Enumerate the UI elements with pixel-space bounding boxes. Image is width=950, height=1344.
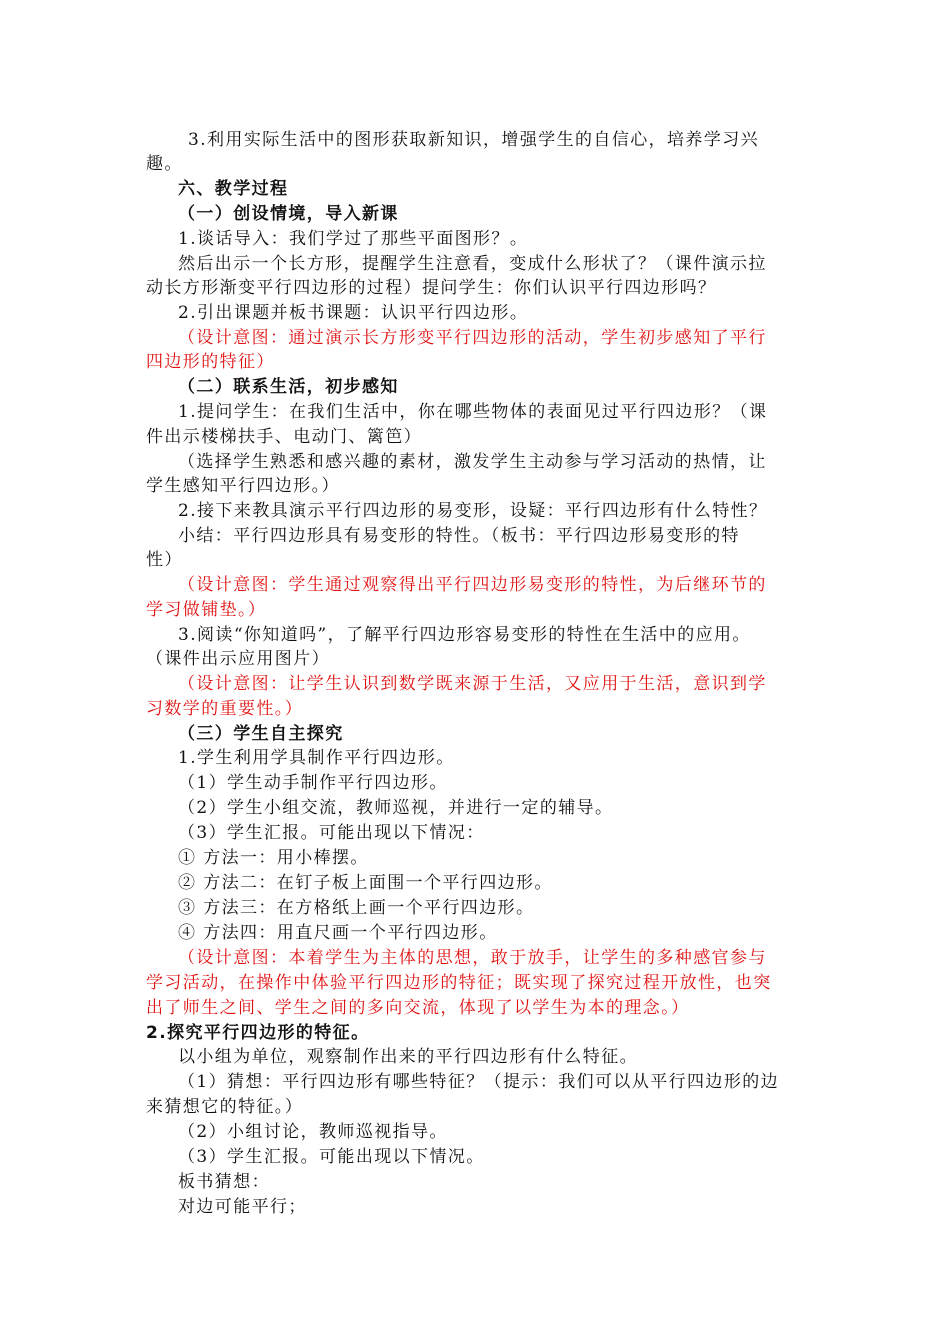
design-intent-note: （设计意图：本着学生为主体的思想，敢于放手，让学生的多种感官参与 [178, 948, 767, 968]
list-item: ③ 方法三：在方格纸上画一个平行四边形。 [178, 898, 535, 918]
design-intent-note: 学习做铺垫。） [146, 600, 267, 620]
paragraph: 1.谈话导入：我们学过了那些平面图形？。 [178, 229, 529, 249]
section-heading-teaching-process: 六、教学过程 [178, 179, 289, 199]
paragraph: 动长方形渐变平行四边形的过程）提问学生：你们认识平行四边形吗？ [146, 278, 717, 298]
paragraph: 3.阅读“你知道吗”，了解平行四边形容易变形的特性在生活中的应用。 [178, 625, 751, 645]
subheading-explore-features: 2.探究平行四边形的特征。 [146, 1023, 370, 1043]
design-intent-note: 学习活动，在操作中体验平行四边形的特征；既实现了探究过程开放性，也突 [146, 973, 772, 993]
paragraph: 2.引出课题并板书课题：认识平行四边形。 [178, 303, 529, 323]
design-intent-note: 四边形的特征） [146, 352, 275, 372]
subheading-3: （三）学生自主探究 [178, 724, 344, 744]
paragraph: 小结：平行四边形具有易变形的特性。（板书：平行四边形易变形的特 [178, 526, 740, 546]
list-item: ② 方法二：在钉子板上面围一个平行四边形。 [178, 873, 553, 893]
paragraph: 性） [146, 550, 183, 570]
list-item: （3）学生汇报。可能出现以下情况。 [178, 1147, 485, 1167]
subheading-1: （一）创设情境，导入新课 [178, 204, 399, 224]
list-item: ④ 方法四：用直尺画一个平行四边形。 [178, 923, 498, 943]
list-item: （3）学生汇报。可能出现以下情况： [178, 823, 485, 843]
paragraph-goal-3: 3.利用实际生活中的图形获取新知识，增强学生的自信心，培养学习兴 [188, 130, 760, 150]
paragraph: 然后出示一个长方形，提醒学生注意看，变成什么形状了？（课件演示拉 [178, 254, 767, 274]
paragraph: 件出示楼梯扶手、电动门、篱笆） [146, 427, 422, 447]
list-item: （1）猜想：平行四边形有哪些特征？（提示：我们可以从平行四边形的边 [178, 1072, 780, 1092]
paragraph-goal-3-cont: 趣。 [146, 154, 183, 174]
list-item: ① 方法一：用小棒摆。 [178, 848, 369, 868]
paragraph: 2.接下来教具演示平行四边形的易变形，设疑：平行四边形有什么特性？ [178, 501, 768, 521]
paragraph: （选择学生熟悉和感兴趣的素材，激发学生主动参与学习活动的热情，让 [178, 452, 767, 472]
subheading-2: （二）联系生活，初步感知 [178, 377, 399, 397]
paragraph: 板书猜想： [178, 1172, 270, 1192]
list-item: （1）学生动手制作平行四边形。 [178, 773, 448, 793]
design-intent-note: （设计意图：学生通过观察得出平行四边形易变形的特性，为后继环节的 [178, 575, 767, 595]
list-item: 来猜想它的特征。） [146, 1097, 304, 1117]
design-intent-note: 出了师生之间、学生之间的多向交流，体现了以学生为本的理念。） [146, 998, 690, 1018]
paragraph: 1.提问学生：在我们生活中，你在哪些物体的表面见过平行四边形？（课 [178, 402, 768, 422]
list-item: （2）小组讨论，教师巡视指导。 [178, 1122, 448, 1142]
paragraph: 学生感知平行四边形。） [146, 476, 340, 496]
design-intent-note: （设计意图：通过演示长方形变平行四边形的活动，学生初步感知了平行 [178, 328, 767, 348]
paragraph: 以小组为单位，观察制作出来的平行四边形有什么特征。 [178, 1047, 638, 1067]
design-intent-note: （设计意图：让学生认识到数学既来源于生活，又应用于生活，意识到学 [178, 674, 767, 694]
design-intent-note: 习数学的重要性。） [146, 699, 304, 719]
paragraph: （课件出示应用图片） [146, 649, 330, 669]
list-item: （2）学生小组交流，教师巡视，并进行一定的辅导。 [178, 798, 614, 818]
paragraph: 对边可能平行； [178, 1197, 307, 1217]
paragraph: 1.学生利用学具制作平行四边形。 [178, 748, 455, 768]
